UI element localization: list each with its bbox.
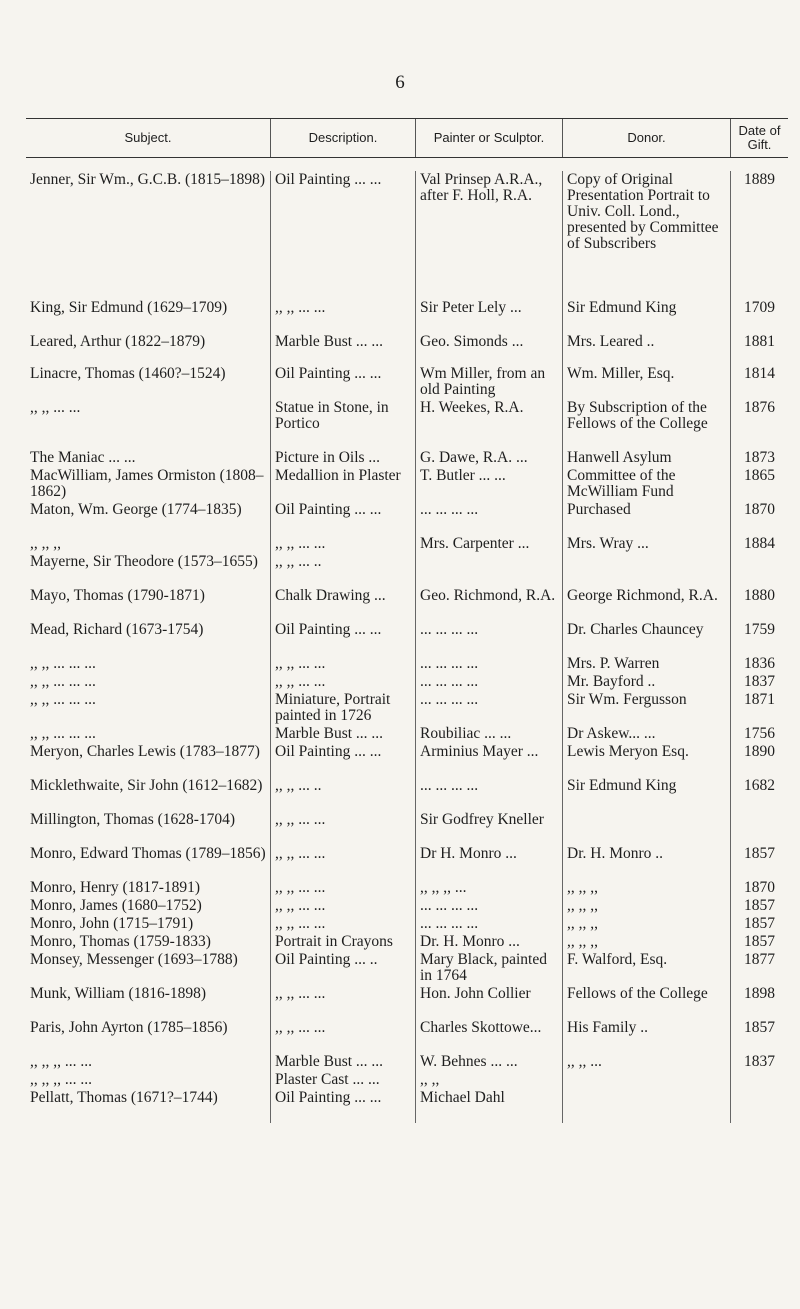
cell-donor: Dr Askew... ... [563, 725, 731, 743]
cell-description: Plaster Cast ... ... [271, 1071, 416, 1089]
cell-description: Oil Painting ... ... [271, 365, 416, 399]
cell-date: 1890 [744, 743, 775, 760]
cell-description: ,, ,, ... ... [271, 845, 416, 879]
cell-painter: T. Butler ... ... [416, 467, 563, 501]
cell-date [731, 1071, 788, 1089]
cell-painter: Wm Miller, from an old Painting [416, 365, 563, 399]
cell-painter: ... ... ... ... [416, 897, 563, 915]
table-row [26, 725, 788, 743]
cell-painter: ... ... ... ... [416, 621, 563, 655]
cell-donor: His Family .. [563, 1019, 731, 1053]
table-row [26, 1019, 788, 1053]
cell-date [731, 553, 788, 587]
table-row [26, 449, 788, 467]
cell-date: 1837 [744, 1053, 775, 1070]
header-subject: Subject. [26, 119, 271, 157]
table-row [26, 621, 788, 655]
cell-date: 1756 [744, 725, 775, 742]
cell-date: 1881 [744, 333, 775, 350]
cell-date: 1876 [744, 399, 775, 416]
cell-donor: ,, ,, ... [563, 1053, 731, 1071]
cell-painter: Mrs. Carpenter ... [416, 535, 563, 553]
cell-subject: Monro, Thomas (1759-1833) [26, 933, 271, 951]
table-row [26, 171, 788, 299]
cell-date: 1759 [744, 621, 775, 638]
table-row [26, 845, 788, 879]
cell-description: ,, ,, ... ... [271, 299, 416, 333]
cell-painter: ... ... ... ... [416, 655, 563, 673]
cell-date: 1870 [744, 501, 775, 518]
cell-description: Oil Painting ... ... [271, 171, 416, 299]
cell-date: 1889 [744, 171, 775, 188]
table-row [26, 951, 788, 985]
cell-subject: ,, ,, ,, ... ... [26, 1053, 271, 1071]
table-row [26, 1089, 788, 1123]
cell-description: ,, ,, ... ... [271, 535, 416, 553]
page-number: 6 [395, 72, 405, 93]
cell-date: 1682 [744, 777, 775, 794]
cell-date: 1877 [744, 951, 775, 968]
cell-painter: Michael Dahl [416, 1089, 563, 1123]
cell-description: ,, ,, ... .. [271, 777, 416, 811]
cell-subject: Monro, Henry (1817-1891) [26, 879, 271, 897]
cell-subject: ,, ,, ... ... ... [26, 725, 271, 743]
cell-subject: Munk, William (1816-1898) [26, 985, 271, 1019]
cell-date: 1857 [744, 845, 775, 862]
cell-donor: Wm. Miller, Esq. [563, 365, 731, 399]
cell-date: 1884 [744, 535, 775, 552]
cell-date: 1814 [744, 365, 775, 382]
cell-subject: ,, ,, ... ... [26, 399, 271, 449]
cell-date: 1880 [744, 587, 775, 604]
cell-painter: ... ... ... ... [416, 777, 563, 811]
cell-painter: Arminius Mayer ... [416, 743, 563, 777]
cell-donor: Mr. Bayford .. [563, 673, 731, 691]
cell-donor: F. Walford, Esq. [563, 951, 731, 985]
cell-donor: Committee of the McWilliam Fund [563, 467, 731, 501]
cell-painter: Sir Godfrey Kneller [416, 811, 563, 845]
cell-donor: Sir Edmund King [563, 299, 731, 333]
table-body [26, 171, 788, 1123]
cell-painter: H. Weekes, R.A. [416, 399, 563, 449]
cell-description: ,, ,, ... ... [271, 915, 416, 933]
cell-subject: Maton, Wm. George (1774–1835) [26, 501, 271, 535]
cell-date: 1836 [744, 655, 775, 672]
cell-donor: Sir Edmund King [563, 777, 731, 811]
cell-donor: Lewis Meryon Esq. [563, 743, 731, 777]
cell-date: 1857 [744, 1019, 775, 1036]
cell-subject: Mead, Richard (1673-1754) [26, 621, 271, 655]
table-row [26, 299, 788, 333]
table-row [26, 535, 788, 553]
header-date: Date of Gift. [738, 123, 781, 152]
cell-date: 1870 [744, 879, 775, 896]
cell-donor: ,, ,, ,, [563, 915, 731, 933]
cell-donor: Fellows of the College [563, 985, 731, 1019]
cell-donor [563, 1089, 731, 1123]
cell-subject: Micklethwaite, Sir John (1612–1682) [26, 777, 271, 811]
table-row [26, 743, 788, 777]
table-row [26, 811, 788, 845]
cell-painter: ,, ,, [416, 1071, 563, 1089]
cell-donor: By Subscription of the Fellows of the College [563, 399, 731, 449]
cell-subject: Meryon, Charles Lewis (1783–1877) [26, 743, 271, 777]
cell-date: 1865 [744, 467, 775, 484]
cell-description: Portrait in Crayons [271, 933, 416, 951]
cell-date: 1837 [744, 673, 775, 690]
cell-donor [563, 553, 731, 587]
cell-painter: ... ... ... ... [416, 673, 563, 691]
cell-date [731, 811, 788, 845]
cell-description: Marble Bust ... ... [271, 1053, 416, 1071]
cell-painter: Charles Skottowe... [416, 1019, 563, 1053]
cell-subject: Mayerne, Sir Theodore (1573–1655) [26, 553, 271, 587]
cell-description: Oil Painting ... ... [271, 1089, 416, 1123]
cell-date: 1857 [744, 915, 775, 932]
cell-date: 1871 [744, 691, 775, 708]
cell-description: ,, ,, ... ... [271, 879, 416, 897]
cell-subject: King, Sir Edmund (1629–1709) [26, 299, 271, 333]
cell-painter: Dr. H. Monro ... [416, 933, 563, 951]
cell-description: Statue in Stone, in Portico [271, 399, 416, 449]
cell-painter: Geo. Richmond, R.A. [416, 587, 563, 621]
cell-painter: W. Behnes ... ... [416, 1053, 563, 1071]
header-painter: Painter or Sculptor. [416, 119, 563, 157]
cell-painter: ,, ,, ,, ... [416, 879, 563, 897]
cell-description: Miniature, Portrait painted in 1726 [271, 691, 416, 725]
cell-subject: Monro, James (1680–1752) [26, 897, 271, 915]
cell-donor [563, 811, 731, 845]
cell-date: 1873 [744, 449, 775, 466]
cell-donor: Sir Wm. Fergusson [563, 691, 731, 725]
cell-subject: Monsey, Messenger (1693–1788) [26, 951, 271, 985]
table-row [26, 691, 788, 725]
cell-description: Picture in Oils ... [271, 449, 416, 467]
table-row [26, 553, 788, 587]
cell-subject: ,, ,, ,, ... ... [26, 1071, 271, 1089]
table-row [26, 467, 788, 501]
cell-donor: Mrs. P. Warren [563, 655, 731, 673]
cell-date: 1709 [744, 299, 775, 316]
cell-description: Marble Bust ... ... [271, 333, 416, 365]
catalogue-table [26, 118, 788, 1123]
cell-date [731, 1089, 788, 1123]
cell-painter: Sir Peter Lely ... [416, 299, 563, 333]
cell-painter: Roubiliac ... ... [416, 725, 563, 743]
cell-subject: Leared, Arthur (1822–1879) [26, 333, 271, 365]
cell-donor: Purchased [563, 501, 731, 535]
cell-description: Oil Painting ... .. [271, 951, 416, 985]
cell-description: Medallion in Plaster [271, 467, 416, 501]
cell-donor: Dr. Charles Chauncey [563, 621, 731, 655]
cell-subject: Millington, Thomas (1628-1704) [26, 811, 271, 845]
cell-subject: MacWilliam, James Ormiston (1808–1862) [26, 467, 271, 501]
cell-painter: ... ... ... ... [416, 691, 563, 725]
cell-subject: Linacre, Thomas (1460?–1524) [26, 365, 271, 399]
table-row [26, 399, 788, 449]
table-row [26, 777, 788, 811]
cell-description: ,, ,, ... .. [271, 553, 416, 587]
cell-subject: Mayo, Thomas (1790-1871) [26, 587, 271, 621]
table-row [26, 1053, 788, 1071]
cell-date: 1857 [744, 933, 775, 950]
table-header [26, 118, 788, 158]
cell-description: ,, ,, ... ... [271, 673, 416, 691]
cell-painter: G. Dawe, R.A. ... [416, 449, 563, 467]
cell-date: 1898 [744, 985, 775, 1002]
cell-donor: ,, ,, ,, [563, 879, 731, 897]
cell-donor [563, 1071, 731, 1089]
cell-donor: ,, ,, ,, [563, 933, 731, 951]
cell-subject: The Maniac ... ... [26, 449, 271, 467]
cell-painter [416, 553, 563, 587]
cell-description: Chalk Drawing ... [271, 587, 416, 621]
cell-donor: George Richmond, R.A. [563, 587, 731, 621]
table-row [26, 365, 788, 399]
cell-donor: Dr. H. Monro .. [563, 845, 731, 879]
header-description: Description. [271, 119, 416, 157]
table-row [26, 933, 788, 951]
cell-painter: Geo. Simonds ... [416, 333, 563, 365]
cell-subject: ,, ,, ... ... ... [26, 655, 271, 673]
cell-subject: Pellatt, Thomas (1671?–1744) [26, 1089, 271, 1123]
cell-description: Oil Painting ... ... [271, 621, 416, 655]
cell-donor: Hanwell Asylum [563, 449, 731, 467]
header-donor: Donor. [563, 119, 731, 157]
table-row [26, 673, 788, 691]
cell-date: 1857 [744, 897, 775, 914]
cell-subject: Monro, Edward Thomas (1789–1856) [26, 845, 271, 879]
cell-donor: Copy of Original Presentation Portrait to Univ. Coll. Lond., presented by Committee of Subscribers [563, 171, 731, 299]
cell-painter: ... ... ... ... [416, 501, 563, 535]
cell-description: ,, ,, ... ... [271, 655, 416, 673]
cell-donor: ,, ,, ,, [563, 897, 731, 915]
cell-donor: Mrs. Leared .. [563, 333, 731, 365]
table-row [26, 897, 788, 915]
cell-donor: Mrs. Wray ... [563, 535, 731, 553]
cell-subject: Monro, John (1715–1791) [26, 915, 271, 933]
table-row [26, 333, 788, 365]
table-row [26, 985, 788, 1019]
cell-description: Oil Painting ... ... [271, 743, 416, 777]
table-row [26, 655, 788, 673]
table-row [26, 915, 788, 933]
table-row [26, 587, 788, 621]
table-row [26, 1071, 788, 1089]
cell-subject: ,, ,, ... ... ... [26, 691, 271, 725]
cell-description: ,, ,, ... ... [271, 811, 416, 845]
cell-subject: ,, ,, ,, [26, 535, 271, 553]
cell-description: Oil Painting ... ... [271, 501, 416, 535]
cell-subject: Paris, John Ayrton (1785–1856) [26, 1019, 271, 1053]
cell-painter: Hon. John Collier [416, 985, 563, 1019]
cell-description: ,, ,, ... ... [271, 1019, 416, 1053]
cell-subject: ,, ,, ... ... ... [26, 673, 271, 691]
cell-painter: Dr H. Monro ... [416, 845, 563, 879]
cell-description: ,, ,, ... ... [271, 897, 416, 915]
cell-painter: Mary Black, painted in 1764 [416, 951, 563, 985]
table-row [26, 879, 788, 897]
cell-description: Marble Bust ... ... [271, 725, 416, 743]
cell-description: ,, ,, ... ... [271, 985, 416, 1019]
cell-subject: Jenner, Sir Wm., G.C.B. (1815–1898) [26, 171, 271, 299]
cell-painter: ... ... ... ... [416, 915, 563, 933]
table-row [26, 501, 788, 535]
cell-painter: Val Prinsep A.R.A., after F. Holl, R.A. [416, 171, 563, 299]
